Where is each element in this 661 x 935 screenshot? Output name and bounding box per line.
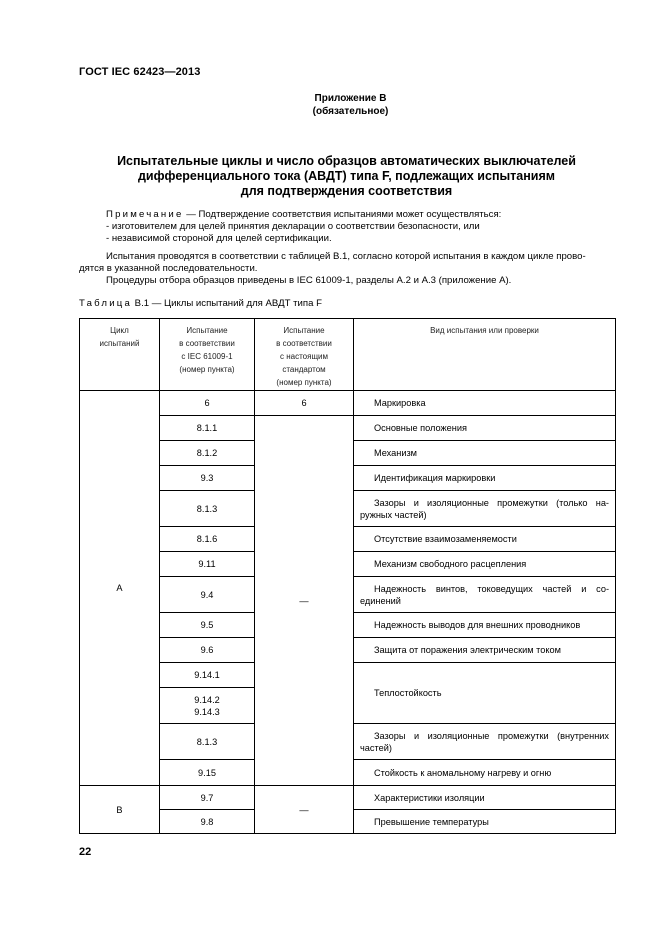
header-iec: [160, 319, 255, 391]
iec-clause-line: 9.14.2: [194, 694, 220, 705]
title-line: дифференциального тока (АВДТ) типа F, подлежащих испытаниям: [137, 169, 556, 183]
std-dash-b: —: [255, 786, 354, 834]
table-caption: [79, 298, 322, 310]
annex-status: (обязательное): [312, 106, 389, 117]
note-label: Примечание: [106, 209, 184, 220]
iec-clause: 9.3: [160, 466, 255, 491]
iec-clause: 6: [160, 391, 255, 416]
header-type: Вид испытания или проверки: [354, 319, 616, 391]
iec-clause: 8.1.6: [160, 527, 255, 552]
document-header: ГОСТ IEC 62423—2013: [79, 66, 201, 78]
iec-clause: 8.1.3: [160, 491, 255, 527]
std-clause: 6: [255, 391, 354, 416]
title-line: для подтверждения соответствия: [240, 184, 453, 198]
header-line: Испытание: [283, 326, 325, 335]
test-type: Механизм: [354, 441, 616, 466]
test-type: Теплостойкость: [354, 663, 616, 724]
test-type: Зазоры и изоляционные промежутки (внутренних частей): [354, 724, 616, 760]
test-type: Характеристики изоляции: [354, 786, 616, 810]
test-type: Надежность винтов, токоведущих частей и со-единений: [354, 577, 616, 613]
annex-title: [79, 154, 614, 199]
iec-clause: 9.4: [160, 577, 255, 613]
annex-label: Приложение В: [314, 93, 387, 104]
body-paragraph: [79, 251, 614, 287]
paragraph-line: Испытания проводятся в соответствии с таблицей В.1, согласно которой испытания в каждом цикле прово-: [106, 251, 586, 262]
header-line: испытаний: [99, 339, 140, 348]
test-type: Идентификация маркировки: [354, 466, 616, 491]
test-type: Надежность выводов для внешних проводников: [354, 613, 616, 638]
iec-clause: 8.1.3: [160, 724, 255, 760]
test-type: Механизм свободного расцепления: [354, 552, 616, 577]
table-row: [80, 416, 616, 441]
paragraph-line: дятся в указанной последовательности.: [79, 263, 258, 274]
test-type: Основные положения: [354, 416, 616, 441]
header-line: в соответствии: [179, 339, 235, 348]
header-line: с IEC 61009-1: [181, 352, 233, 361]
iec-clause: 9.8: [160, 810, 255, 834]
iec-clause: 9.6: [160, 638, 255, 663]
iec-clause: 9.14.1: [160, 663, 255, 688]
header-line: Испытание: [186, 326, 228, 335]
cycle-b-cell: В: [80, 786, 160, 834]
table-row: [80, 786, 616, 810]
cycle-a-cell: А: [80, 391, 160, 786]
test-type: Защита от поражения электрическим током: [354, 638, 616, 663]
table-row: [80, 391, 616, 416]
header-line: (номер пункта): [179, 365, 235, 374]
paragraph-line: Процедуры отбора образцов приведены в IEC 61009-1, разделы А.2 и А.3 (приложение А).: [106, 275, 512, 286]
note-intro: — Подтверждение соответствия испытаниями может осуществляться:: [183, 209, 502, 220]
note-item: - изготовителем для целей принятия декларации о соответствии безопасности, или: [106, 221, 480, 232]
title-line: Испытательные циклы и число образцов автоматических выключателей: [117, 154, 576, 168]
header-line: стандартом: [282, 365, 326, 374]
std-dash-a: —: [255, 416, 354, 786]
header-cycle: [80, 319, 160, 391]
table-header-row: [80, 319, 616, 391]
note-item: - независимой стороной для целей сертификации.: [106, 233, 332, 244]
header-line: Цикл: [110, 326, 129, 335]
test-type: Маркировка: [354, 391, 616, 416]
header-standard: [255, 319, 354, 391]
caption-label: Таблица: [79, 298, 133, 309]
test-type: Отсутствие взаимозаменяемости: [354, 527, 616, 552]
page-number: 22: [79, 846, 92, 858]
test-type: Зазоры и изоляционные промежутки (только на-ружных частей): [354, 491, 616, 527]
test-type: Превышение температуры: [354, 810, 616, 834]
header-line: с настоящим: [280, 352, 328, 361]
iec-clause: 9.5: [160, 613, 255, 638]
test-type: Стойкость к аномальному нагреву и огню: [354, 760, 616, 786]
caption-text: В.1 — Циклы испытаний для АВДТ типа F: [132, 298, 322, 309]
annex-heading: [0, 92, 661, 118]
iec-clause-line: 9.14.3: [194, 706, 220, 717]
test-cycles-table: [79, 318, 616, 834]
note-block: [106, 209, 626, 245]
iec-clause: [160, 688, 255, 724]
iec-clause: 9.7: [160, 786, 255, 810]
header-line: (номер пункта): [276, 378, 332, 387]
iec-clause: 8.1.2: [160, 441, 255, 466]
iec-clause: 8.1.1: [160, 416, 255, 441]
header-line: в соответствии: [276, 339, 332, 348]
iec-clause: 9.11: [160, 552, 255, 577]
iec-clause: 9.15: [160, 760, 255, 786]
